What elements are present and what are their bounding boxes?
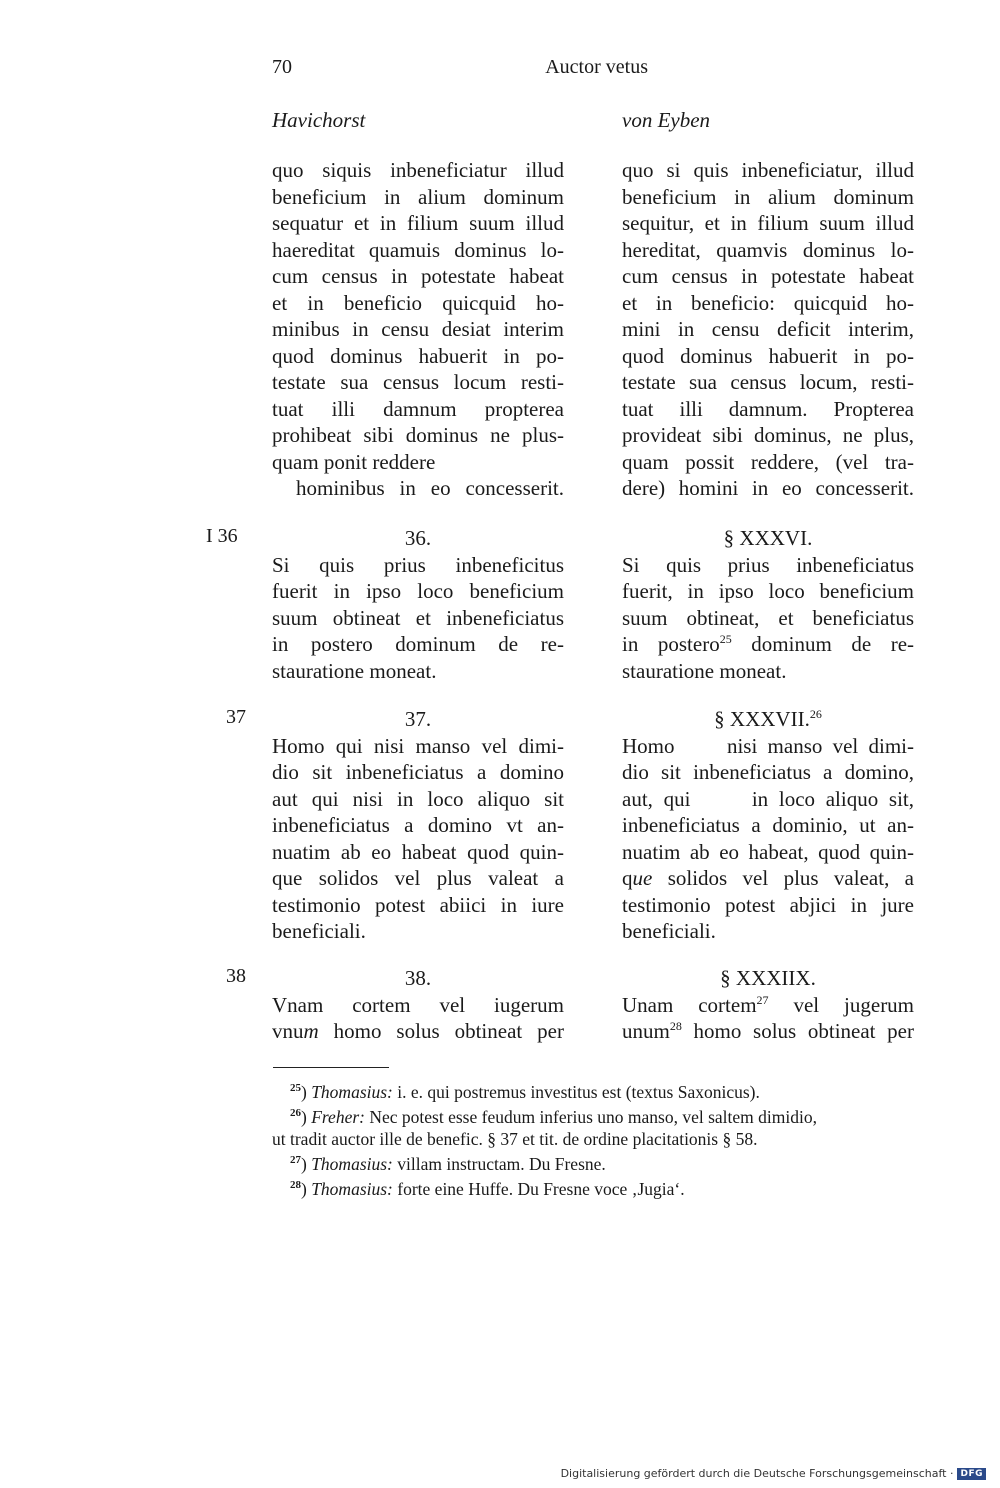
- footnote-mark: 25: [290, 1082, 301, 1094]
- margin-number-36: I 36: [206, 525, 238, 547]
- footnote-author: Thomasius:: [311, 1179, 393, 1200]
- footnote-26: $^{26}$) Freher: Nec potest esse feudum inferius uno manso, vel saltem dimidio,: [290, 1107, 817, 1128]
- text-line: in postero dominum de re-: [272, 632, 564, 656]
- passage-36-von-eyben: [622, 525, 914, 684]
- text-fragment: vel jugerum: [793, 992, 915, 1017]
- footnote-ref-28: 28: [669, 1019, 682, 1033]
- text-fragment: Unam cortem: [622, 992, 757, 1017]
- footnote-27: $^{27}$) Thomasius: villam instructam. Du Fresne.: [290, 1153, 606, 1174]
- passage-38-von-eyben: [622, 965, 914, 1045]
- text-line: quod dominus habuerit in po-: [272, 343, 564, 368]
- text-line: suum obtineat, et beneficiatus: [622, 605, 914, 630]
- text-line: et in beneficio quicquid ho-: [272, 290, 564, 315]
- text-fragment: Homo: [622, 733, 675, 758]
- section-heading: 37.: [404, 707, 432, 731]
- footnote-text: Nec potest esse feudum inferius uno manso, vel saltem dimidio,: [369, 1107, 817, 1128]
- footnote-mark: 27: [290, 1154, 301, 1167]
- text-line: testate sua census locum resti-: [272, 370, 564, 394]
- section-heading: § XXXVI.: [723, 526, 813, 550]
- running-title: Auctor vetus: [545, 56, 648, 78]
- text-line: [622, 733, 914, 760]
- margin-number-37: 37: [226, 706, 246, 728]
- text-line: mini in censu deficit interim,: [622, 317, 914, 341]
- footnote-ref-27: 27: [756, 992, 769, 1007]
- passage-37-von-eyben: [622, 706, 914, 945]
- text-line: beneficiali.: [622, 919, 716, 943]
- passage-0-havichorst: [272, 157, 564, 502]
- text-line: [622, 992, 914, 1019]
- text-fragment: in postero: [622, 632, 720, 656]
- text-line: beneficiali.: [272, 919, 366, 943]
- footnote-author: Freher:: [311, 1107, 365, 1128]
- text-line: aut qui nisi in loco aliquo sit: [272, 786, 564, 811]
- text-fragment: aut, qui: [622, 786, 691, 811]
- text-line: quod dominus habuerit in po-: [622, 343, 914, 368]
- text-line: fuerit, in ipso loco beneficium: [622, 579, 914, 603]
- footnote-text: forte eine Huffe. Du Fresne voce ‚Jugia‘.: [397, 1179, 685, 1200]
- footnote-text: villam instructam. Du Fresne.: [397, 1153, 606, 1174]
- text-line: testimonio potest abiici in iure: [272, 892, 564, 917]
- text-line: testate sua census locum, resti-: [622, 370, 914, 394]
- text-fragment: q: [622, 866, 633, 890]
- text-line: [622, 1018, 914, 1045]
- digitization-credit: [561, 1467, 986, 1480]
- text-line: dio sit inbeneficiatus a domino,: [622, 760, 914, 784]
- text-fragment: unum: [622, 1019, 670, 1043]
- text-fragment: dominum de re-: [751, 632, 915, 656]
- text-line: que solidos vel plus valeat a: [272, 866, 564, 890]
- text-line: dio sit inbeneficiatus a domino: [272, 760, 564, 784]
- text-line: beneficium in alium dominum: [622, 184, 914, 209]
- footnote-28: $^{28}$) Thomasius: forte eine Huffe. Du Fresne voce ‚Jugia‘.: [290, 1179, 685, 1200]
- text-line: quam possit reddere, (vel tra-: [622, 449, 914, 474]
- text-line: hominibus in eo concesserit.: [296, 476, 564, 500]
- passage-37-havichorst: [272, 706, 564, 945]
- text-line: stauratione moneat.: [622, 658, 787, 683]
- text-line: sequatur et in filium suum illud: [272, 211, 564, 235]
- text-line: tuat illi damnum propterea: [272, 396, 564, 421]
- text-line: prohibeat sibi dominus ne plus-: [272, 423, 564, 447]
- left-column-header: Havichorst: [272, 108, 366, 132]
- passage-36-havichorst: [272, 525, 564, 684]
- passage-0-von-eyben: [622, 157, 914, 502]
- footnote-mark: 28: [290, 1179, 301, 1192]
- text-line: quam ponit reddere: [272, 449, 436, 474]
- text-line: tuat illi damnum. Propterea: [622, 396, 914, 421]
- text-line: haereditat quamuis dominus lo-: [272, 237, 564, 262]
- footnote-text: i. e. qui postremus investitus est (textus Saxonicus).: [397, 1081, 760, 1102]
- text-line: Homo qui nisi manso vel dimi-: [272, 733, 564, 758]
- section-heading: 38.: [404, 966, 432, 990]
- text-line: fuerit in ipso loco beneficium: [272, 579, 564, 603]
- text-fragment: homo solus obtineat per: [333, 1019, 564, 1043]
- margin-number-38: 38: [226, 965, 246, 987]
- text-fragment: vnu: [272, 1019, 304, 1043]
- text-line: Vnam cortem vel iugerum: [272, 992, 564, 1017]
- italic-fragment: ue: [632, 866, 653, 890]
- page-number: 70: [272, 56, 292, 78]
- section-heading: 36.: [404, 526, 432, 550]
- text-line: [272, 1018, 564, 1045]
- heading-text: § XXXVII.: [714, 707, 810, 731]
- footnote-ref-25: 25: [719, 632, 732, 646]
- text-line: cum census in potestate habeat: [622, 264, 914, 288]
- text-line: nuatim ab eo habeat, quod quin-: [622, 839, 914, 864]
- footnote-25: $^{25}$) Thomasius: i. e. qui postremus investitus est (textus Saxonicus).: [290, 1081, 760, 1102]
- text-line: minibus in censu desiat interim: [272, 317, 564, 341]
- dfg-logo-icon: DFG: [957, 1468, 986, 1480]
- text-line: Si quis prius inbeneficitus: [272, 552, 564, 577]
- text-line: dere) homini in eo concesserit.: [622, 476, 914, 500]
- text-line: sequitur, et in filium suum illud: [622, 211, 914, 235]
- footnote-mark: 26: [290, 1107, 301, 1120]
- text-line: [622, 786, 914, 813]
- passage-38-havichorst: [272, 965, 564, 1045]
- running-head: [272, 56, 648, 84]
- footnotes: [272, 1078, 912, 1201]
- text-line: testimonio potest abjici in jure: [622, 892, 914, 917]
- right-column-header: von Eyben: [622, 108, 711, 132]
- text-line: beneficium in alium dominum: [272, 184, 564, 209]
- text-line: cum census in potestate habeat: [272, 264, 564, 288]
- text-line: et in beneficio: quicquid ho-: [622, 290, 914, 315]
- text-line: hereditat, quamvis dominus lo-: [622, 237, 914, 262]
- footnote-26-continued: ut tradit auctor ille de benefic. § 37 et tit. de ordine placitationis § 58.: [272, 1128, 758, 1149]
- footnote-rule: [273, 1067, 389, 1068]
- text-line: [622, 631, 914, 658]
- text-line: Si quis prius inbeneficiatus: [622, 552, 914, 577]
- text-line: quo siquis inbeneficiatur illud: [272, 158, 564, 182]
- italic-fragment: m: [303, 1019, 319, 1043]
- section-heading: [622, 706, 914, 733]
- credit-text: Digitalisierung gefördert durch die Deutsche Forschungsgemeinschaft ·: [560, 1467, 954, 1480]
- footnote-ref-26: 26: [809, 707, 822, 721]
- section-heading: § XXXIIX.: [720, 966, 816, 990]
- text-fragment: solidos vel plus valeat, a: [667, 866, 914, 890]
- text-line: [622, 865, 914, 892]
- text-fragment: nisi manso vel dimi-: [726, 733, 914, 758]
- text-line: suum obtineat et inbeneficiatus: [272, 605, 564, 630]
- footnote-author: Thomasius:: [311, 1153, 393, 1174]
- text-line: inbeneficiatus a domino vt an-: [272, 813, 564, 837]
- text-line: nuatim ab eo habeat quod quin-: [272, 839, 564, 864]
- text-line: provideat sibi dominus, ne plus,: [622, 423, 914, 447]
- text-fragment: homo solus obtineat per: [693, 1019, 914, 1043]
- text-line: inbeneficiatus a dominio, ut an-: [622, 813, 914, 837]
- footnote-author: Thomasius:: [311, 1081, 393, 1102]
- text-line: quo si quis inbeneficiatur, illud: [622, 158, 914, 182]
- text-line: stauratione moneat.: [272, 658, 437, 683]
- text-fragment: in loco aliquo sit,: [751, 786, 915, 811]
